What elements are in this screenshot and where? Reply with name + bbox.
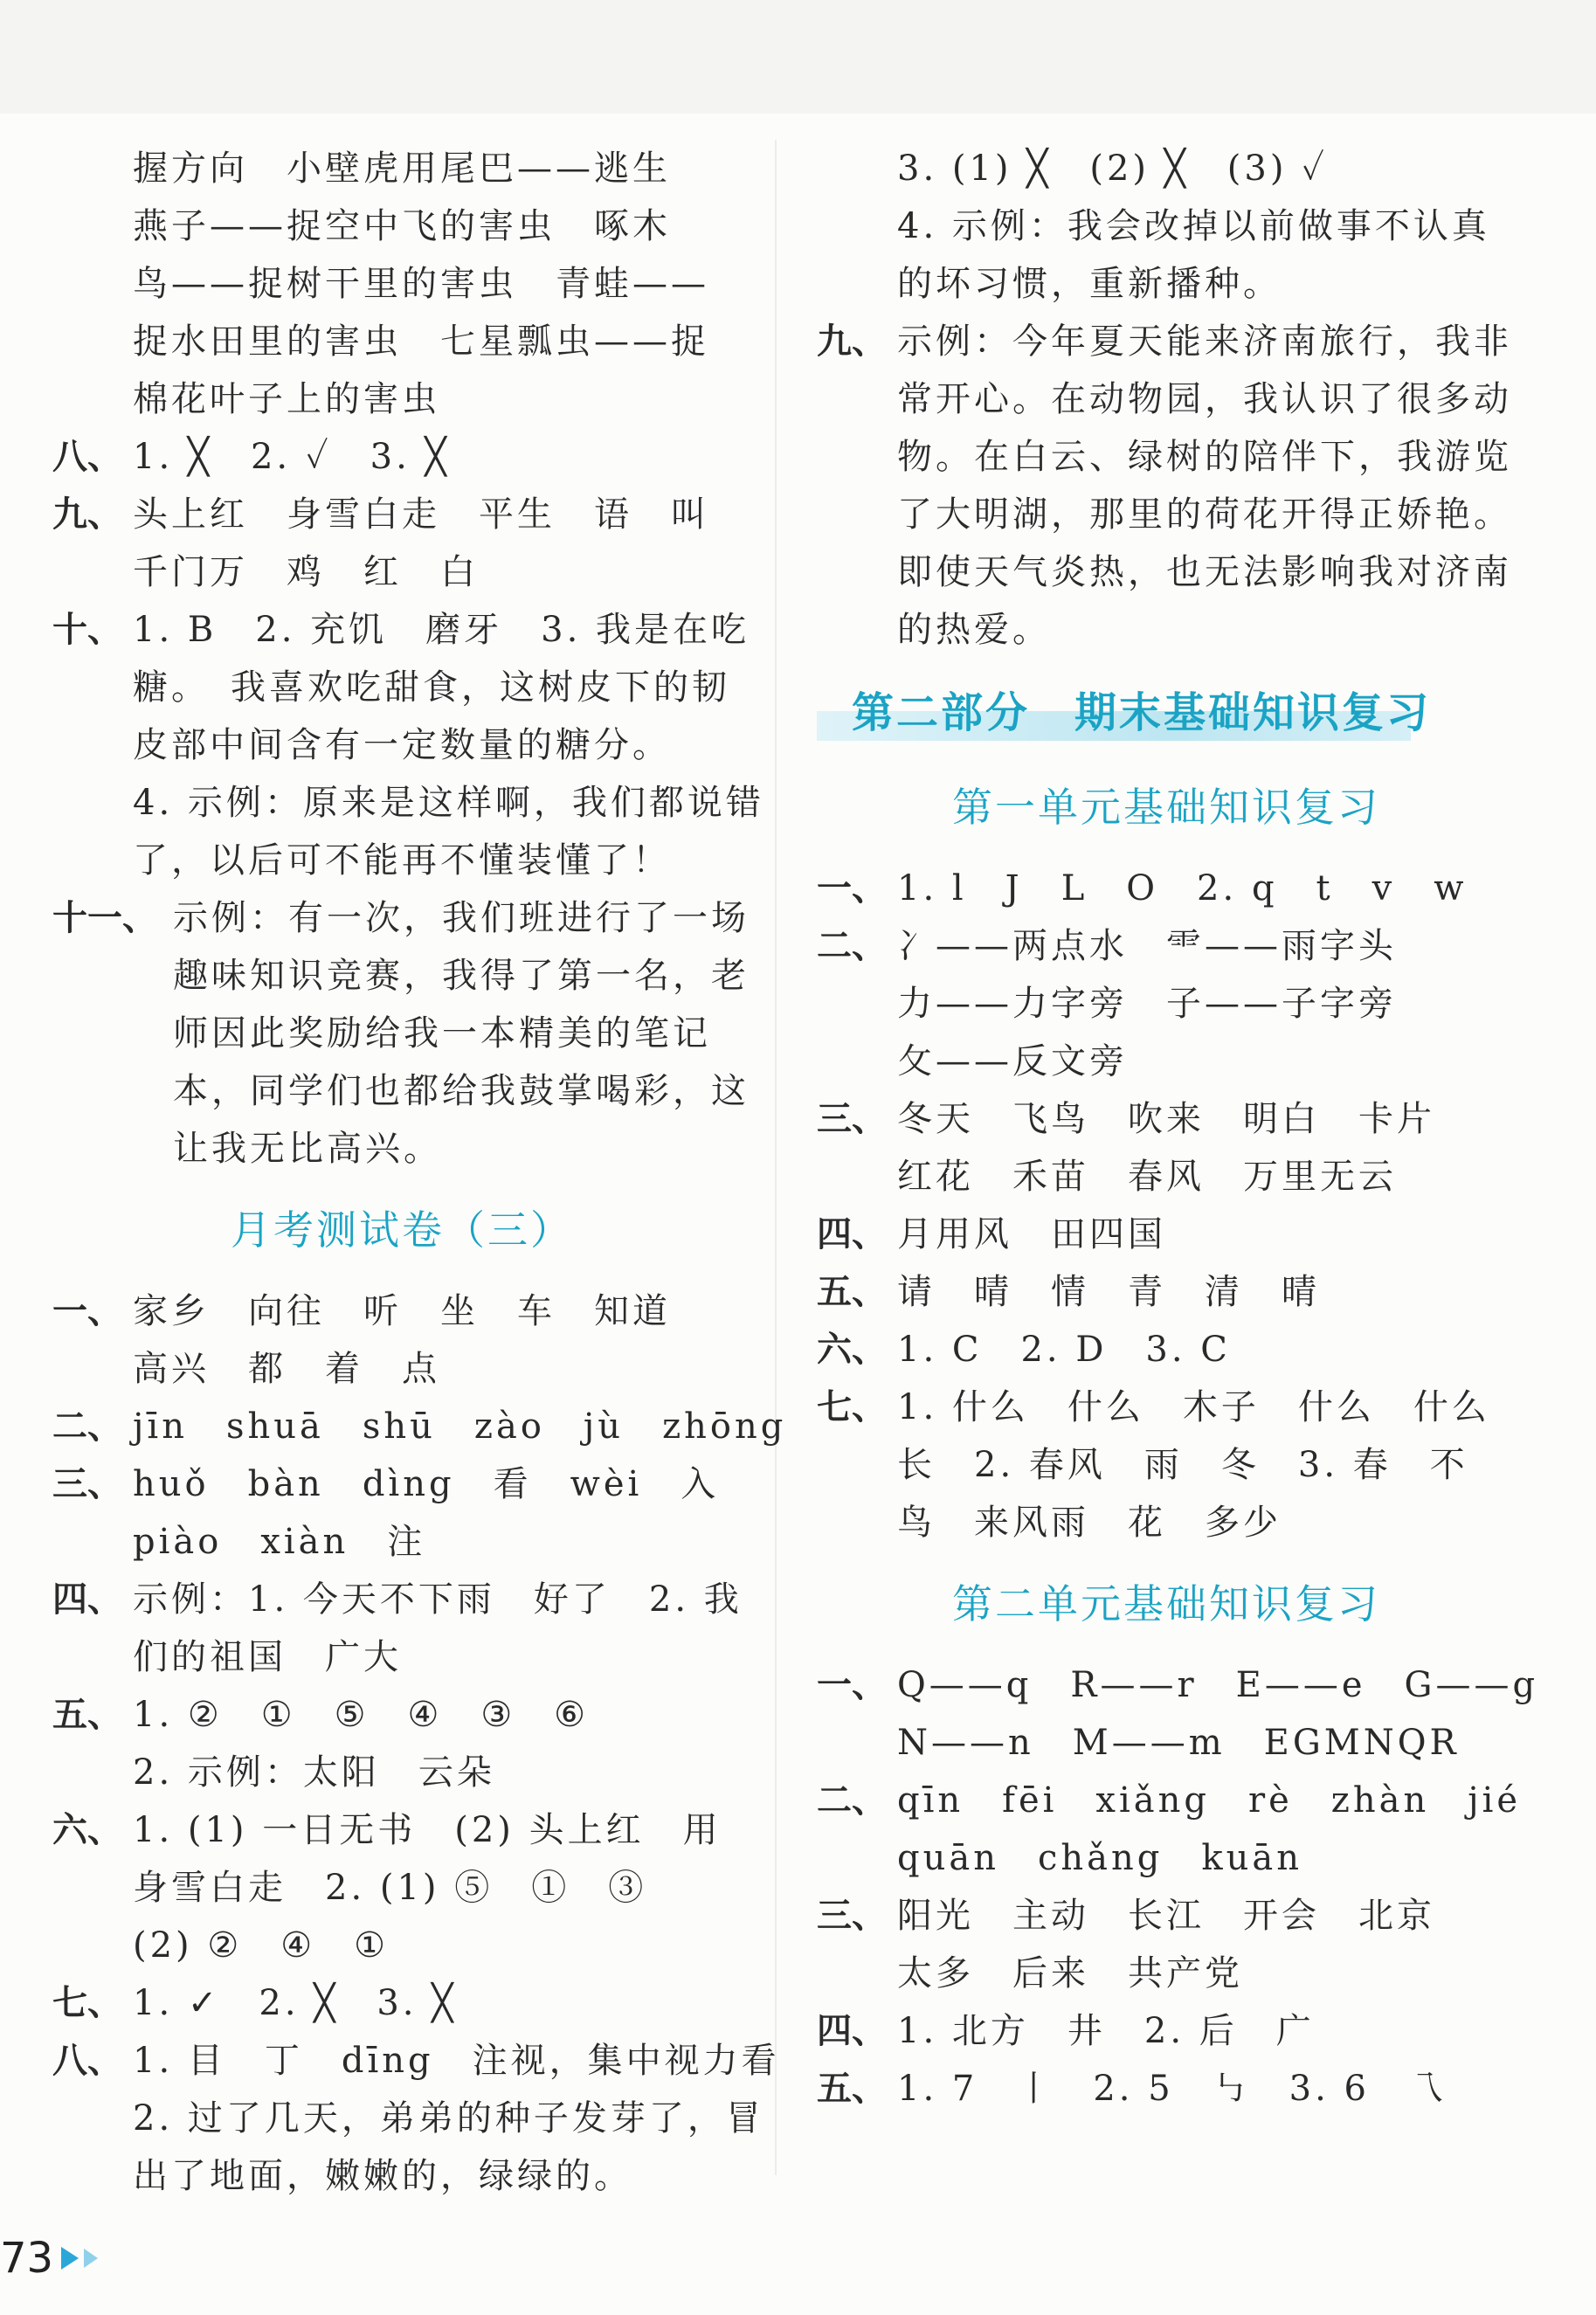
question-marker: 十、 (52, 609, 122, 650)
section-title: 月考测试卷（三） (231, 1206, 573, 1254)
answer-line (817, 1656, 1539, 1714)
answer-line (817, 197, 1516, 255)
answer-text: 力——力字旁 子——子字旁 (897, 984, 1397, 1024)
answer-text: 1. l J L O 2. q t v w (897, 868, 1468, 909)
answer-line (52, 1974, 751, 2032)
answer-line (52, 1744, 751, 1801)
answer-text: 燕子——捉空中飞的害虫 啄木 (133, 206, 671, 246)
answer-text: 高兴 都 着 点 (133, 1349, 440, 1389)
answer-text: 头上红 身雪白走 平生 语 叫 (133, 494, 709, 535)
answer-line (52, 774, 764, 832)
question-marker: 二、 (52, 1406, 122, 1447)
answer-text: 4. 示例：原来是这样啊，我们都说错 (133, 783, 764, 823)
answer-text: 红花 禾苗 春风 万里无云 (897, 1157, 1397, 1197)
answer-line (52, 1005, 751, 1062)
answer-line (817, 1772, 1522, 1829)
answer-text: 请 晴 情 青 清 晴 (897, 1272, 1320, 1312)
answer-line (52, 1917, 751, 1974)
answer-line (817, 1714, 1516, 1772)
question-marker: 一、 (52, 1290, 122, 1331)
answer-text: 太多 后来 共产党 (897, 1953, 1243, 1994)
answer-text: 本，同学们也都给我鼓掌喝彩，这 (173, 1071, 750, 1111)
answer-line (52, 659, 751, 716)
part-title (817, 659, 1516, 755)
answer-line (52, 1801, 751, 1859)
answer-text: 常开心。在动物园，我认识了很多动 (897, 379, 1512, 419)
answer-text: 3. (1) ╳ (2) ╳ (3) ✓ (897, 149, 1328, 189)
answer-text: 1. ② ① ⑤ ④ ③ ⑥ (133, 1695, 590, 1735)
answer-text: 1. 目 丁 dīng 注视，集中视力看 (133, 2041, 780, 2081)
answer-line (52, 428, 751, 486)
answer-text: 即使天气炎热，也无法影响我对济南 (897, 552, 1512, 592)
answer-line (52, 2147, 751, 2205)
answer-text: 1. B 2. 充饥 磨牙 3. 我是在吃 (133, 610, 750, 650)
answer-text: 了大明湖，那里的荷花开得正娇艳。 (897, 494, 1512, 535)
answer-text: 月用风 田四国 (897, 1214, 1166, 1254)
answer-line (817, 1206, 1516, 1263)
right-column (817, 140, 1539, 2118)
answer-text: 阳光 主动 长江 开会 北京 (897, 1896, 1435, 1936)
answer-line (817, 543, 1516, 601)
answer-text: 师因此奖励给我一本精美的笔记 (173, 1013, 711, 1054)
answer-text: 皮部中间含有一定数量的糖分。 (133, 725, 671, 765)
column-divider (775, 140, 777, 2175)
question-marker: 八、 (52, 2040, 122, 2081)
answer-line (52, 1628, 751, 1686)
answer-text: piào xiàn 注 (133, 1522, 426, 1562)
answer-line (817, 1887, 1516, 1945)
answer-text: 让我无比高兴。 (173, 1129, 442, 1169)
answer-line (817, 1379, 1516, 1436)
answer-line (817, 1033, 1516, 1090)
answer-line (817, 1829, 1516, 1887)
answer-line (52, 2032, 780, 2090)
answer-text: qīn fēi xiǎng rè zhàn jié (897, 1780, 1522, 1821)
page-top-margin (0, 0, 1596, 114)
answer-line (52, 140, 751, 197)
answer-text: 的坏习惯，重新播种。 (897, 264, 1282, 304)
answer-line (817, 1090, 1516, 1148)
answer-line (817, 255, 1516, 313)
answer-line (52, 832, 751, 889)
answer-line (817, 601, 1516, 659)
answer-text: N——n M——m EGMNQR (897, 1723, 1460, 1763)
unit1-title: 第一单元基础知识复习 (952, 784, 1380, 831)
answer-line (817, 1263, 1516, 1321)
question-marker: 二、 (817, 1779, 887, 1821)
answer-text: 示例：今年夏天能来济南旅行，我非 (897, 321, 1512, 362)
page-arrows-icon (54, 2236, 107, 2280)
question-marker: 三、 (52, 1463, 122, 1504)
answer-line (817, 917, 1516, 975)
answer-line (52, 1282, 751, 1340)
answer-line (817, 1321, 1516, 1379)
answer-line (52, 1686, 751, 1744)
answer-line (52, 1398, 787, 1455)
question-marker: 二、 (817, 925, 887, 966)
question-marker: 四、 (52, 1579, 122, 1620)
answer-line (52, 947, 751, 1005)
answer-text: 冬天 飞鸟 吹来 明白 卡片 (897, 1099, 1435, 1139)
question-marker: 五、 (817, 2068, 887, 2109)
answer-text: 4. 示例：我会改掉以前做事不认真 (897, 206, 1490, 246)
answer-text: 了，以后可不能再不懂装懂了！ (133, 840, 671, 881)
answer-line (52, 1513, 751, 1571)
answer-text: 1. 什么 什么 木子 什么 什么 (897, 1387, 1490, 1427)
answer-text: 示例：1. 今天不下雨 好了 2. 我 (133, 1579, 743, 1620)
unit1-answers (817, 860, 1516, 1551)
question-marker: 五、 (817, 1271, 887, 1312)
answer-line (817, 486, 1516, 543)
question-marker: 六、 (817, 1329, 887, 1370)
monthly-test-answers (52, 1282, 787, 2205)
answer-line (52, 543, 751, 601)
answer-text: 的热爱。 (897, 610, 1051, 650)
answer-line (52, 1859, 751, 1917)
answer-line (817, 370, 1516, 428)
answer-text: 示例：有一次，我们班进行了一场 (173, 898, 750, 938)
answer-line (817, 140, 1516, 197)
answer-text: 家乡 向往 听 坐 车 知道 (133, 1291, 671, 1331)
answer-text: 1. ╳ 2. ✓ 3. ╳ (133, 437, 450, 477)
right-answers-block (817, 140, 1516, 659)
answer-text: 捉水田里的害虫 七星瓢虫——捉 (133, 321, 709, 362)
question-marker: 一、 (817, 1664, 887, 1705)
answer-text: 身雪白走 2. (1) ⑤ ① ③ (133, 1868, 647, 1908)
left-column (52, 140, 787, 2205)
question-marker: 一、 (817, 867, 887, 909)
part-title-text: 第二部分 期末基础知识复习 (852, 688, 1432, 737)
unit2-title: 第二单元基础知识复习 (952, 1580, 1380, 1627)
question-marker: 九、 (817, 321, 887, 362)
answer-text: 1. 北方 井 2. 后 广 (897, 2011, 1315, 2051)
question-marker: 七、 (817, 1386, 887, 1427)
answer-text: 鸟 来风雨 花 多少 (897, 1503, 1282, 1543)
answer-text: quān chǎng kuān (897, 1838, 1302, 1878)
answer-text: (2) ② ④ ① (133, 1925, 389, 1966)
answer-text: 出了地面，嫩嫩的，绿绿的。 (133, 2156, 632, 2196)
answer-text: 物。在白云、绿树的陪伴下，我游览 (897, 437, 1512, 477)
answer-text: 2. 过了几天，弟弟的种子发芽了，冒 (133, 2098, 764, 2139)
question-marker: 八、 (52, 436, 122, 477)
question-marker: 四、 (817, 1213, 887, 1254)
question-marker: 七、 (52, 1982, 122, 2023)
answer-line (817, 1436, 1516, 1494)
answer-line (817, 428, 1516, 486)
answer-text: 们的祖国 广大 (133, 1637, 402, 1677)
answer-line (817, 860, 1516, 917)
answer-line (52, 197, 751, 255)
answer-text: 鸟——捉树干里的害虫 青蛙—— (133, 264, 709, 304)
question-marker: 九、 (52, 494, 122, 535)
answer-line (52, 1455, 751, 1513)
answer-line (52, 716, 751, 774)
answer-text: 1. C 2. D 3. C (897, 1330, 1231, 1370)
answer-line (52, 2090, 764, 2147)
answer-text: 糖。 我喜欢吃甜食，这树皮下的韧 (133, 667, 730, 708)
answer-text: 1. (1) 一日无书 (2) 头上红 用 (133, 1810, 722, 1850)
answer-line (817, 2002, 1516, 2060)
question-marker: 三、 (817, 1895, 887, 1936)
question-marker: 十一、 (52, 897, 157, 938)
answer-line (817, 313, 1516, 370)
answer-text: 趣味知识竞赛，我得了第一名，老 (173, 956, 750, 996)
answer-text: 棉花叶子上的害虫 (133, 379, 440, 419)
answer-line (817, 1945, 1516, 2002)
answer-text: 千门万 鸡 红 白 (133, 552, 479, 592)
answer-line (817, 1148, 1516, 1206)
answer-line (52, 486, 751, 543)
answer-text: 1. 7 丨 2. 5 ㇉ 3. 6 乁 (897, 2069, 1447, 2109)
answer-text: Q——q R——r E——e G——g (897, 1665, 1539, 1705)
question-marker: 四、 (817, 2010, 887, 2051)
answer-line (52, 889, 751, 947)
answer-line (817, 2060, 1516, 2118)
answer-line (817, 975, 1516, 1033)
answer-line (52, 255, 751, 313)
answer-text: 冫——两点水 ⻗——雨字头 (897, 926, 1397, 966)
answer-line (817, 1494, 1516, 1551)
answer-line (52, 370, 751, 428)
question-marker: 五、 (52, 1694, 122, 1735)
page-number: 73 (0, 2234, 54, 2283)
answer-text: 攵——反文旁 (897, 1041, 1128, 1081)
answer-line (52, 1120, 751, 1178)
answer-line (52, 1062, 751, 1120)
answer-text: huǒ bàn dìng 看 wèi 入 (133, 1464, 720, 1504)
unit2-answers (817, 1656, 1539, 2118)
answer-text: jīn shuā shū zào jù zhōng (133, 1406, 787, 1447)
question-marker: 三、 (817, 1098, 887, 1139)
answer-line (52, 1340, 751, 1398)
answer-line (52, 1571, 751, 1628)
answer-text: 1. ✓ 2. ╳ 3. ╳ (133, 1983, 457, 2023)
answer-line (52, 313, 751, 370)
answer-text: 握方向 小壁虎用尾巴——逃生 (133, 149, 671, 189)
answer-text: 2. 示例：太阳 云朵 (133, 1752, 495, 1793)
left-answers-block (52, 140, 764, 1178)
answer-line (52, 601, 751, 659)
question-marker: 六、 (52, 1809, 122, 1850)
answer-text: 长 2. 春风 雨 冬 3. 春 不 (897, 1445, 1468, 1485)
